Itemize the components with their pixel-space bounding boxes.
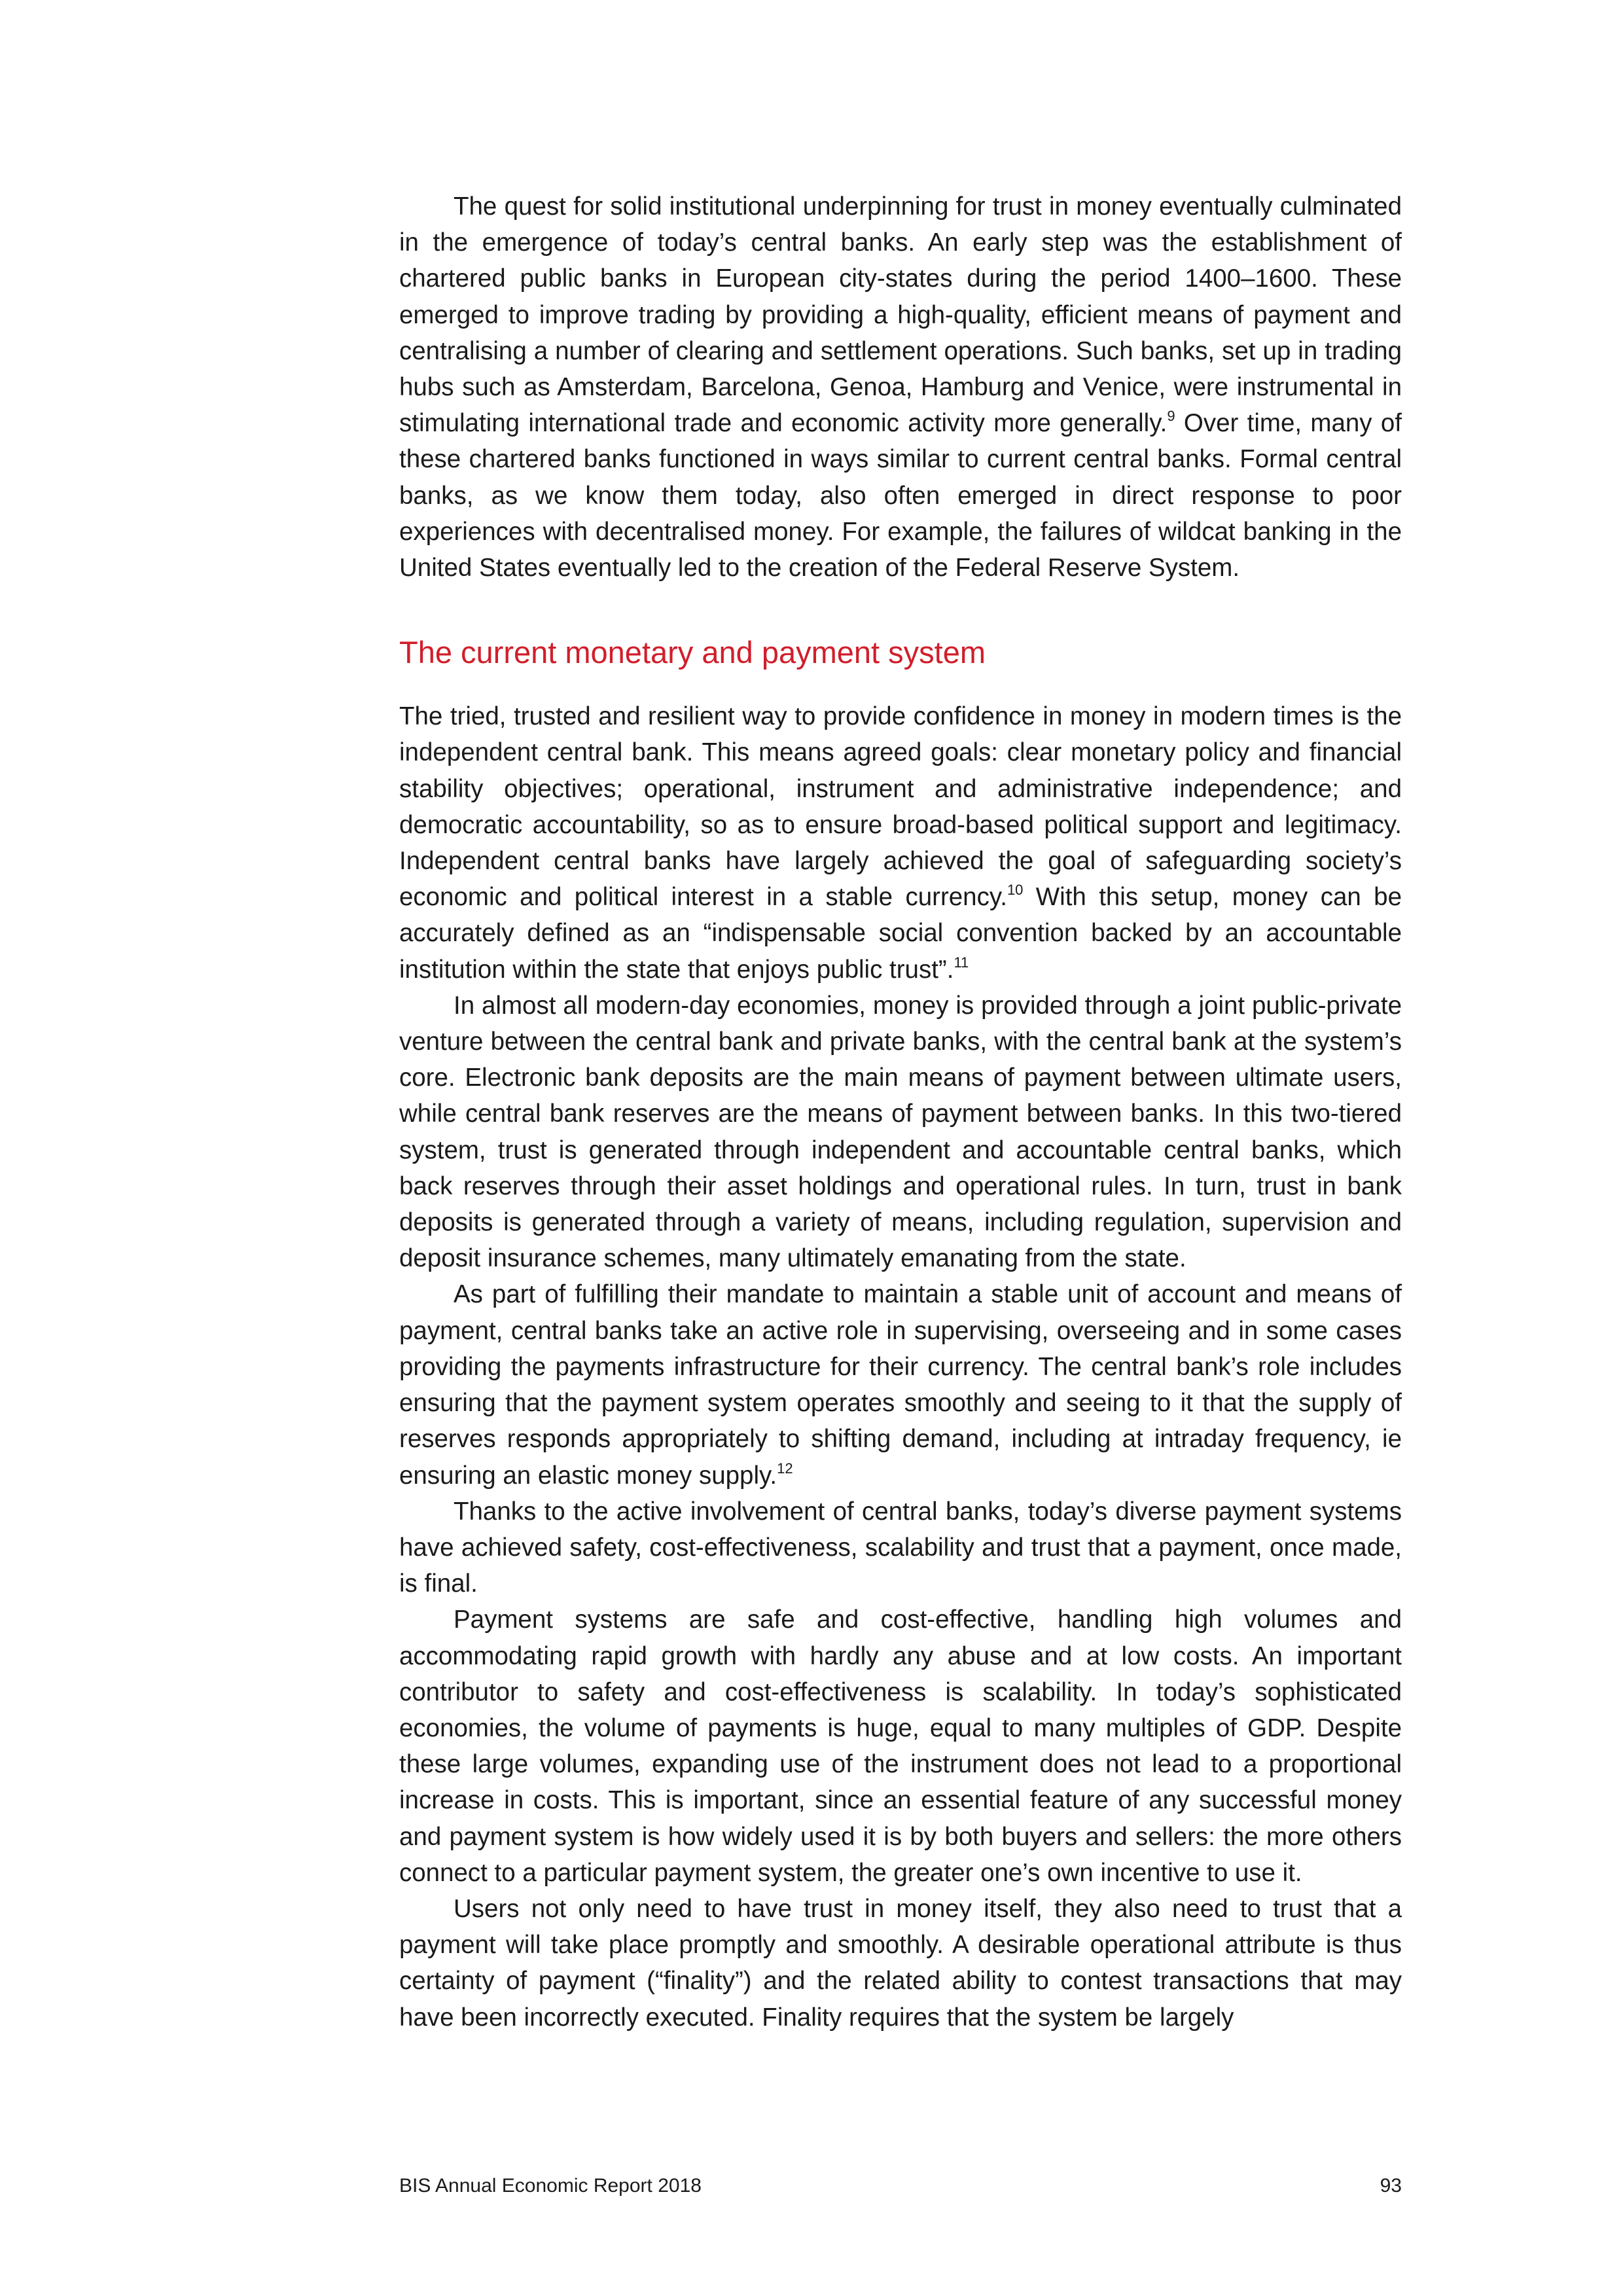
- section-heading-wrap: [399, 586, 1402, 698]
- body-paragraph-1-text-2: With this setup, money can be accurately defined as an “indispensable social convention backed by an accountable institution within the state that enjoys public trust”.: [399, 883, 1402, 984]
- intro-paragraph-text-1: The quest for solid institutional underpinning for trust in money eventually culminated in the emergence of today’s central banks. An early step was the establishment of chartered public banks in European city-states during the period 1400–1600. These emerged to improve trading by providing a high-quality, efficient means of payment and centralising a number of clearing and settlement operations. Such banks, set up in trading hubs such as Amsterdam, Barcelona, Genoa, Hamburg and Venice, were instrumental in stimulating international trade and economic activity more generally.: [399, 192, 1402, 438]
- body-paragraph-3-text: As part of fulfilling their mandate to maintain a stable unit of account and means of payment, central banks take an active role in supervising, overseeing and in some cases providing the payments infrastructure for their currency. The central bank’s role includes ensuring that the payment system operates smoothly and seeing to it that the supply of reserves responds appropriately to shifting demand, including at intraday frequency, ie ensuring an elastic money supply.: [399, 1280, 1402, 1490]
- body-paragraph-1: [399, 698, 1402, 988]
- footnote-ref-11[interactable]: 11: [954, 954, 969, 971]
- footnote-ref-12[interactable]: 12: [777, 1460, 793, 1477]
- body-paragraph-4: Thanks to the active involvement of central banks, today’s diverse payment systems have achieved safety, cost-effectiveness, scalability and trust that a payment, once made, is final.: [399, 1497, 1402, 1598]
- body-paragraph-3: [399, 1276, 1402, 1493]
- intro-paragraph: [399, 188, 1402, 586]
- main-text-column: [399, 188, 1402, 2036]
- footnote-ref-10[interactable]: 10: [1007, 882, 1024, 899]
- footnote-ref-9[interactable]: 9: [1167, 408, 1175, 425]
- footer-page-number: 93: [1380, 2175, 1402, 2197]
- body-paragraph-1-text-1: The tried, trusted and resilient way to provide confidence in money in modern times is the independent central bank. This means agreed goals: clear monetary policy and financial stability objectives; operational, instrument and administrative independence; and democratic accountability, so as to ensure broad-based political support and legitimacy. Independent central banks have largely achieved the goal of safeguarding society’s economic and political interest in a stable currency.: [399, 702, 1402, 912]
- intro-paragraph-text-2: Over time, many of these chartered banks functioned in ways similar to current central banks. Formal central banks, as we know them today, also often emerged in direct response to poor experiences with decentralised money. For example, the failures of wildcat banking in the United States eventually led to the creation of the Federal Reserve System.: [399, 409, 1402, 583]
- footer-publication-title: BIS Annual Economic Report 2018: [399, 2175, 702, 2197]
- body-paragraph-6: Users not only need to have trust in money itself, they also need to trust that a payment will take place promptly and smoothly. A desirable operational attribute is thus certainty of payment (“finality”) and the related ability to contest transactions that may have been incorrectly executed. Finality requires that the system be largely: [399, 1894, 1402, 2032]
- body-paragraph-2: In almost all modern-day economies, money is provided through a joint public-private venture between the central bank and private banks, with the central bank at the system’s core. Electronic bank deposits are the main means of payment between ultimate users, while central bank reserves are the means of payment between banks. In this two-tiered system, trust is generated through independent and accountable central banks, which back reserves through their asset holdings and operational rules. In turn, trust in bank deposits is generated through a variety of means, including regulation, supervision and deposit insurance schemes, many ultimately emanating from the state.: [399, 991, 1402, 1273]
- body-paragraph-5: Payment systems are safe and cost-effective, handling high volumes and accommodating rapid growth with hardly any abuse and at low costs. An important contributor to safety and cost-effectiveness is scalability. In today’s sophisticated economies, the volume of payments is huge, equal to many multiples of GDP. Despite these large volumes, expanding use of the instrument does not lead to a proportional increase in costs. This is important, since an essential feature of any successful money and payment system is how widely used it is by both buyers and sellers: the more others connect to a particular payment system, the greater one’s own incentive to use it.: [399, 1605, 1402, 1887]
- section-heading: The current monetary and payment system: [399, 635, 986, 670]
